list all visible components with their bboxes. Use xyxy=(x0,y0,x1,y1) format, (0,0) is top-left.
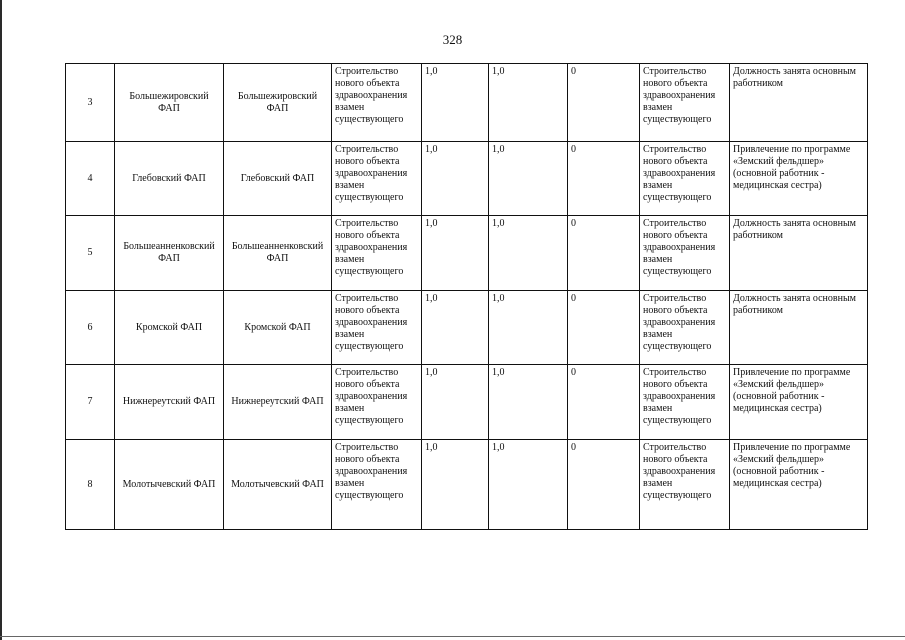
row-number: 8 xyxy=(66,440,115,530)
action-description: Строительство нового объекта здравоохранения взамен существующего xyxy=(640,142,730,216)
staffing-note: Должность занята основным работником xyxy=(730,291,868,365)
page-number: 328 xyxy=(442,32,463,47)
value-2: 1,0 xyxy=(489,216,568,291)
value-2: 1,0 xyxy=(489,440,568,530)
value-1: 1,0 xyxy=(422,440,489,530)
staffing-note: Привлечение по программе «Земский фельдшер» (основной работник - медицинская сестра) xyxy=(730,142,868,216)
value-1: 1,0 xyxy=(422,365,489,440)
table-row xyxy=(66,142,868,216)
table-row xyxy=(66,64,868,142)
facility-name-new: Кромской ФАП xyxy=(224,291,332,365)
planned-action: Строительство нового объекта здравоохранения взамен существующего xyxy=(332,142,422,216)
staffing-note: Привлечение по программе «Земский фельдшер» (основной работник - медицинская сестра) xyxy=(730,440,868,530)
value-3: 0 xyxy=(568,365,640,440)
action-description: Строительство нового объекта здравоохранения взамен существующего xyxy=(640,216,730,291)
row-number: 7 xyxy=(66,365,115,440)
value-1: 1,0 xyxy=(422,291,489,365)
action-description: Строительство нового объекта здравоохранения взамен существующего xyxy=(640,365,730,440)
row-number: 6 xyxy=(66,291,115,365)
facility-name-new: Большеанненковский ФАП xyxy=(224,216,332,291)
row-number: 4 xyxy=(66,142,115,216)
value-3: 0 xyxy=(568,142,640,216)
staffing-note: Привлечение по программе «Земский фельдшер» (основной работник - медицинская сестра) xyxy=(730,365,868,440)
value-3: 0 xyxy=(568,64,640,142)
action-description: Строительство нового объекта здравоохранения взамен существующего xyxy=(640,64,730,142)
planned-action: Строительство нового объекта здравоохранения взамен существующего xyxy=(332,365,422,440)
staffing-note: Должность занята основным работником xyxy=(730,216,868,291)
staffing-note: Должность занята основным работником xyxy=(730,64,868,142)
value-1: 1,0 xyxy=(422,216,489,291)
facility-name-new: Глебовский ФАП xyxy=(224,142,332,216)
facility-name: Нижнереутский ФАП xyxy=(115,365,224,440)
facilities-table xyxy=(65,63,868,530)
value-1: 1,0 xyxy=(422,64,489,142)
table-row xyxy=(66,216,868,291)
facility-name: Кромской ФАП xyxy=(115,291,224,365)
facility-name-new: Молотычевский ФАП xyxy=(224,440,332,530)
planned-action: Строительство нового объекта здравоохранения взамен существующего xyxy=(332,64,422,142)
table-row xyxy=(66,365,868,440)
facility-name: Большежировский ФАП xyxy=(115,64,224,142)
facility-name: Большеанненковский ФАП xyxy=(115,216,224,291)
table-row xyxy=(66,440,868,530)
table-row xyxy=(66,291,868,365)
value-2: 1,0 xyxy=(489,291,568,365)
value-2: 1,0 xyxy=(489,365,568,440)
facility-name: Глебовский ФАП xyxy=(115,142,224,216)
scan-edge xyxy=(0,0,2,640)
planned-action: Строительство нового объекта здравоохранения взамен существующего xyxy=(332,440,422,530)
row-number: 3 xyxy=(66,64,115,142)
value-3: 0 xyxy=(568,440,640,530)
scan-bottom-edge xyxy=(0,636,905,637)
value-2: 1,0 xyxy=(489,142,568,216)
value-3: 0 xyxy=(568,216,640,291)
value-3: 0 xyxy=(568,291,640,365)
row-number: 5 xyxy=(66,216,115,291)
planned-action: Строительство нового объекта здравоохранения взамен существующего xyxy=(332,291,422,365)
value-2: 1,0 xyxy=(489,64,568,142)
planned-action: Строительство нового объекта здравоохранения взамен существующего xyxy=(332,216,422,291)
value-1: 1,0 xyxy=(422,142,489,216)
facility-name: Молотычевский ФАП xyxy=(115,440,224,530)
facility-name-new: Нижнереутский ФАП xyxy=(224,365,332,440)
action-description: Строительство нового объекта здравоохранения взамен существующего xyxy=(640,440,730,530)
action-description: Строительство нового объекта здравоохранения взамен существующего xyxy=(640,291,730,365)
table-body xyxy=(66,64,868,530)
facility-name-new: Большежировский ФАП xyxy=(224,64,332,142)
